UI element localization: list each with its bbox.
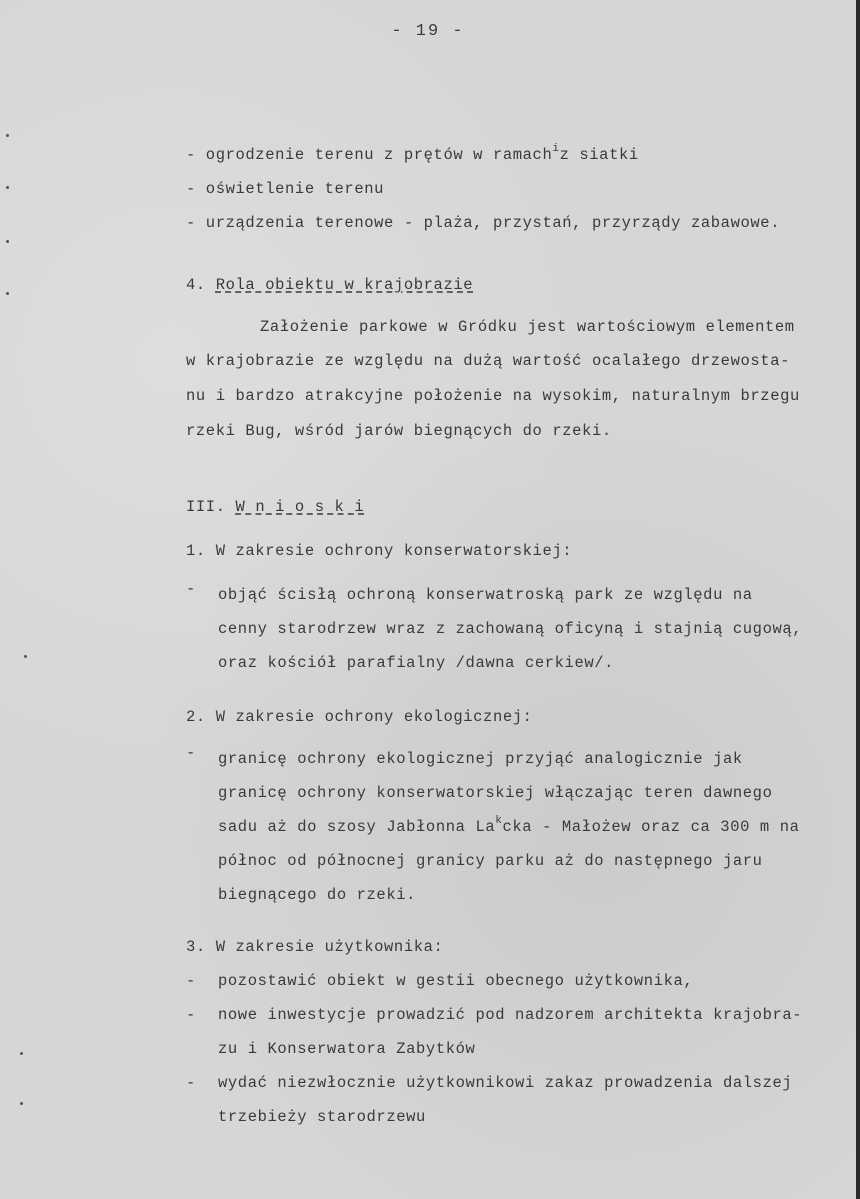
paragraph-line: nu i bardzo atrakcyjne położenie na wysokim, naturalnym brzegu [186,387,800,405]
scan-speck [20,1052,23,1055]
paragraph-line: biegnącego do rzeki. [218,886,417,904]
paragraph-line: w krajobrazie ze względu na dużą wartość ocalałego drzewosta- [186,352,790,370]
section-heading: 4. Rola obiektu w krajobrazie [186,276,474,294]
list-item: nowe inwestycje prowadzić pod nadzorem architekta krajobra- [218,1006,803,1024]
list-item: - ogrodzenie terenu z prętów w ramach$^i$z siatki [186,143,639,164]
paragraph-line: północ od północnej granicy parku aż do następnego jaru [218,852,763,870]
scan-speck [24,655,27,658]
scan-edge [856,0,860,1199]
paragraph-line: sadu aż do szosy Jabłonna La$^k$cka - Małożew oraz ca 300 m na [218,815,800,836]
list-item: pozostawić obiekt w gestii obecnego użytkownika, [218,972,694,990]
list-item: - oświetlenie terenu [186,180,385,198]
dash-marker: - [186,1074,196,1092]
paragraph-line: oraz kościół parafialny /dawna cerkiew/. [218,654,615,672]
scan-speck [6,186,9,189]
item-heading: 2. W zakresie ochrony ekologicznej: [186,708,533,726]
paragraph-line: cenny starodrzew wraz z zachowaną oficyną i stajnią cugową, [218,620,803,638]
scan-speck [6,134,9,137]
scan-speck [6,240,9,243]
section-heading: III. W n i o s k i [186,498,365,516]
paragraph-line: granicę ochrony ekologicznej przyjąć analogicznie jak [218,750,743,768]
paragraph-line: objąć ścisłą ochroną konserwatroską park ze względu na [218,586,753,604]
page-number: - 19 - [391,22,465,41]
paragraph-line: granicę ochrony konserwatorskiej włączając teren dawnego [218,784,773,802]
list-item-continuation: trzebieży starodrzewu [218,1108,426,1126]
list-item: - urządzenia terenowe - plaża, przystań, przyrządy zabawowe. [186,214,781,232]
scan-speck [6,292,9,295]
item-heading: 1. W zakresie ochrony konserwatorskiej: [186,542,573,560]
item-heading: 3. W zakresie użytkownika: [186,938,444,956]
list-item-continuation: zu i Konserwatora Zabytków [218,1040,476,1058]
dash-marker: - [186,972,196,990]
dash-marker: - [186,580,196,598]
dash-marker: - [186,1006,196,1024]
list-item: wydać niezwłocznie użytkownikowi zakaz prowadzenia dalszej [218,1074,793,1092]
scan-speck [20,1102,23,1105]
paragraph-line: Założenie parkowe w Gródku jest wartościowym elementem [260,318,795,336]
paragraph-line: rzeki Bug, wśród jarów biegnących do rzeki. [186,422,612,440]
dash-marker: - [186,744,196,762]
